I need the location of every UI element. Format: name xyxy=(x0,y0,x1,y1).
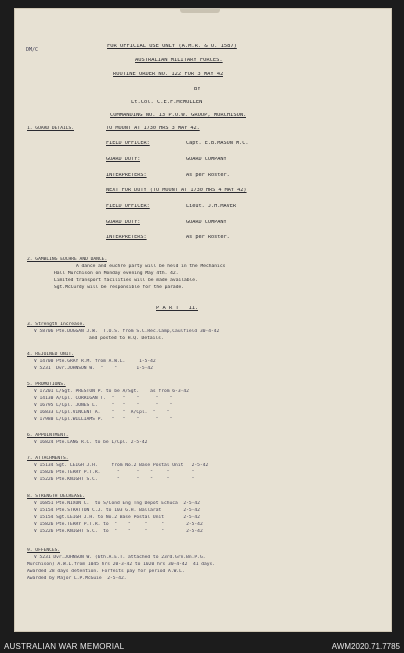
appointment-line-1: V 16824 Pte.LANG R.C. to be L/Cpl. 2-5-42 xyxy=(34,440,148,445)
routine-order-text xyxy=(14,8,392,632)
next-guard-duty-value: GUARD COMPANY xyxy=(186,220,227,225)
promotions-label: 5. PROMOTIONS. xyxy=(27,382,66,387)
dance-line-3: Limited transport facilities will be made available. xyxy=(54,278,198,283)
decrease-line-5: V 15226 Pte.KNIGHT S.C. to " " " " 2-5-42 xyxy=(34,529,203,534)
offence-line-4: Awarded by Major L.P.McGuie 2-5-42. xyxy=(27,576,127,581)
offences-label: 9. OFFENCES. xyxy=(27,548,61,553)
attachment-line-3: V 15226 Pte.KNIGHT S.C. " " " " " xyxy=(34,477,195,482)
next-field-officer-label: FIELD OFFICER: xyxy=(106,204,150,209)
guard-line-1: TO MOUNT AT 1730 HRS 3 MAY 42. xyxy=(106,126,200,131)
dance-line-1: A dance and euchre party will be held in the Mechanics xyxy=(76,264,226,269)
header-line-3: ROUTINE ORDER NO. 122 FOR 3 MAY 42 xyxy=(113,72,224,77)
field-officer-value: Capt. E.B.MASON M.C. xyxy=(186,141,249,146)
attachment-line-1: V 15134 Sgt. LEIGH J.H. from No.2 Base Postal Unit 2-5-42 xyxy=(34,463,209,468)
archive-footer xyxy=(0,641,404,653)
field-officer-label: FIELD OFFICER: xyxy=(106,141,150,146)
strength-increase-label: 3. Strength Increase. xyxy=(27,322,86,327)
part-heading: P A R T 11. xyxy=(156,306,199,311)
strength-decrease-label: 8. STRENGTH DECREASE. xyxy=(27,494,86,499)
decrease-line-4: V 15826 Pte.TERRY P.T.R. to " " " " 2-5-42 xyxy=(34,522,203,527)
archive-accession-number: AWM2020.71.7785 xyxy=(331,642,400,651)
rejoined-line-1: V 14700 Pte.GRAY R.M. from A.W.L. 1-5-42 xyxy=(34,359,156,364)
guard-details-label: 1. GUARD DETAILS. xyxy=(27,126,75,131)
rejoined-line-2: V 5231 Dvr.JOHNSON W. " " 1-5-42 xyxy=(34,366,153,371)
interpreters-label: INTERPRETERS: xyxy=(106,173,147,178)
offence-line-3: Awarded 28 days detention. Forfeits pay for period A.W.L. xyxy=(27,569,185,574)
promotion-line-5: V 17980 L/Cpl.WILLIAMS P. " " " " " xyxy=(34,417,173,422)
header-line-6: COMMANDING NO. 13 P.O.W. GROUP, MURCHISON. xyxy=(110,113,247,118)
decrease-line-1: V 16851 Pte.NIXON C. to S/Cond Eng Tng Depot Echuca 2-5-42 xyxy=(34,501,200,506)
next-guard-duty-label: GUARD DUTY: xyxy=(106,220,141,225)
dance-label: 2. GAMBLING EUCHRE AND DANCE. xyxy=(27,257,108,262)
decrease-line-2: V 15154 Pte.STRATTON C.J. to 103 G.H. Ballarat 2-5-42 xyxy=(34,508,200,513)
strength-increase-line-1: V 58706 Pte.DUGGAN J.W. T.O.S. from S.C.Rec.Camp,Caulfield 30-4-42 xyxy=(34,329,220,334)
header-line-5: Lt.Col. C.E.F.McMULLEN xyxy=(131,100,203,105)
promotion-line-1: V 17201 L/Sgt. PRESTON P. to be A/Sgt. as from 6-3-42 xyxy=(34,389,189,394)
document-page xyxy=(14,8,392,632)
promotion-line-4: V 16833 L/Cpl.VINCENT A. " " A/Cpl. " " xyxy=(34,410,170,415)
dance-line-4: Sgt.McCurdy will be responsible for the parade. xyxy=(54,285,184,290)
guard-duty-value: GUARD COMPANY xyxy=(186,157,227,162)
next-for-duty: NEXT FOR DUTY (TO MOUNT AT 1730 HRS 4 MAY 42) xyxy=(106,188,247,193)
rejoined-label: 4. REJOINED UNIT. xyxy=(27,352,75,357)
guard-duty-label: GUARD DUTY: xyxy=(106,157,141,162)
decrease-line-3: V 15154 Sgt.LEIGH J.H. to No.2 Base Postal Unit 2-5-42 xyxy=(34,515,200,520)
dance-line-2: Hall Murchison on Monday evening May 4th. 42. xyxy=(54,271,179,276)
offence-line-1: V 5231 Dvr.JOHNSON W. (6th.A.E.T. attached to 23rd.Grn.Bn.P.G. xyxy=(34,555,206,560)
appointment-label: 6. APPOINTMENT. xyxy=(27,433,69,438)
next-field-officer-value: Lieut. J.H.MAVER xyxy=(186,204,236,209)
attachment-line-2: V 15826 Pte.TERRY P.T.R. " " " " " xyxy=(34,470,195,475)
promotion-line-2: V 14130 A/Cpl. CORRIGAN T. " " " " " xyxy=(34,396,173,401)
next-interpreters-value: As per Roster. xyxy=(186,235,230,240)
next-interpreters-label: INTERPRETERS: xyxy=(106,235,147,240)
file-reference: DM/C xyxy=(26,47,39,53)
header-line-2: AUSTRALIAN MILITARY FORCES. xyxy=(135,58,223,63)
interpreters-value: As per Roster. xyxy=(186,173,230,178)
archive-name: AUSTRALIAN WAR MEMORIAL xyxy=(4,642,125,651)
header-line-4: BY xyxy=(194,87,201,92)
promotion-line-3: V 16795 L/Cpl. JONES L. " " " " " xyxy=(34,403,173,408)
attachments-label: 7. ATTACHMENTS. xyxy=(27,456,69,461)
header-line-1: FOR OFFICIAL USE ONLY (A.M.R. & O. 1587) xyxy=(107,44,237,49)
strength-increase-line-2: and posted to H.Q. Details. xyxy=(89,336,164,341)
offence-line-2: Murchison) A.W.L.from 1045 hrs 20-3-42 to 1020 hrs 30-4-42 41 days. xyxy=(27,562,216,567)
